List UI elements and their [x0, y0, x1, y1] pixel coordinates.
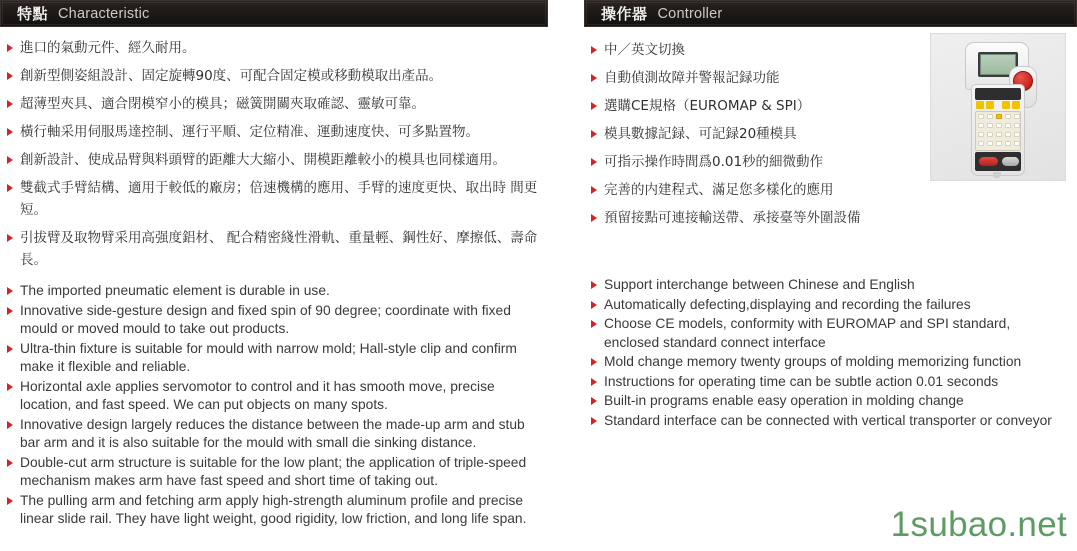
list-item: Standard interface can be connected with vertical transporter or conveyor [590, 412, 1064, 431]
list-item: Mold change memory twenty groups of molding memorizing function [590, 353, 1064, 372]
list-item: Double-cut arm structure is suitable for the low plant; the application of triple-speed mechanism makes arm have fast speed and short time of taking out. [6, 454, 545, 491]
characteristic-english-list [6, 282, 545, 529]
keypad-key [1005, 141, 1011, 146]
keypad-key [978, 114, 984, 119]
section-header-controller-cn: 操作器 [601, 5, 648, 23]
keypad-key [987, 141, 993, 146]
controller-chinese-block [584, 32, 910, 229]
list-item: 進口的氣動元件、經久耐用。 [6, 37, 560, 59]
list-item: 橫行軸采用伺服馬達控制、運行平順、定位精准、運動速度快、可多點置物。 [6, 121, 560, 143]
list-item: Ultra-thin fixture is suitable for mould with narrow mold; Hall-style clip and confirm make it flexible and reliable. [6, 340, 545, 377]
list-item: The imported pneumatic element is durable in use. [6, 282, 545, 301]
keypad-yellow-key [1002, 101, 1010, 109]
list-item: 超薄型夾具、適合閉模窄小的模具；磁簧開關夾取確認、靈敏可靠。 [6, 93, 560, 115]
keypad-key [996, 132, 1002, 137]
section-header-characteristic-en: Characteristic [58, 5, 150, 22]
list-item: Built-in programs enable easy operation in molding change [590, 392, 1064, 411]
keypad-key [1014, 123, 1020, 128]
controller-english-list [590, 276, 1064, 430]
list-item: Automatically defecting,displaying and recording the failures [590, 296, 1064, 315]
section-header-characteristic-cn: 特點 [17, 5, 49, 23]
handheld-pendant-icon [961, 40, 1035, 176]
keypad-yellow-key [1012, 101, 1020, 109]
site-watermark: 1subao.net [890, 505, 1067, 544]
keypad-key [987, 114, 993, 119]
list-item: 創新設計、使成品臂與料頭臂的距離大大縮小、開模距離較小的模具也同樣適用。 [6, 149, 560, 171]
list-item: 創新型側姿組設計、固定旋轉90度、可配合固定模或移動模取出產品。 [6, 65, 560, 87]
keypad-key [1005, 132, 1011, 137]
list-item: 可指示操作時間爲0.01秒的細微動作 [590, 151, 910, 173]
keypad-key [1014, 114, 1020, 119]
pendant-keypad-body [971, 84, 1025, 176]
keypad-key [1005, 114, 1011, 119]
keypad-key [978, 141, 984, 146]
keypad-key [987, 123, 993, 128]
characteristic-chinese-list [6, 37, 560, 271]
characteristic-column [0, 32, 560, 277]
keypad-key [1014, 132, 1020, 137]
keypad-key [996, 123, 1002, 128]
keypad-key [987, 132, 993, 137]
keypad-function-row [975, 88, 1021, 100]
keypad-key [996, 141, 1002, 146]
keypad-key [1014, 141, 1020, 146]
list-item: 中／英文切換 [590, 39, 910, 61]
keypad-yellow-key [976, 101, 984, 109]
pendant-cable [993, 172, 1001, 178]
keypad-key [1005, 123, 1011, 128]
stop-button [979, 157, 998, 166]
list-item: Innovative side-gesture design and fixed spin of 90 degree; coordinate with fixed mould or moved mould to take out products. [6, 302, 545, 339]
keypad-key [978, 123, 984, 128]
section-header-characteristic [0, 0, 548, 27]
list-item: 雙截式手臂結構、適用于較低的廠房；倍速機構的應用、手臂的速度更快、取出時 間更短。 [6, 177, 560, 221]
keypad-yellow-row [975, 101, 1021, 109]
list-item: 模具數據記録、可記録20種模具 [590, 123, 910, 145]
controller-english-block [584, 276, 1064, 431]
start-button [1002, 157, 1019, 166]
keypad-yellow-key [986, 101, 994, 109]
keypad-main-grid [975, 111, 1021, 151]
keypad-key [996, 114, 1002, 119]
list-item: 選購CE規格（EUROMAP & SPI） [590, 95, 910, 117]
list-item: Choose CE models, conformity with EUROMAP and SPI standard, enclosed standard connect interface [590, 315, 1064, 352]
list-item: Horizontal axle applies servomotor to control and it has smooth move, precise location, and fast speed. We can put objects on many spots. [6, 378, 545, 415]
list-item: 預留接點可連接輸送帶、承接臺等外圍設備 [590, 207, 910, 229]
characteristic-chinese-block [0, 32, 560, 271]
controller-chinese-list [590, 39, 910, 229]
section-header-controller [584, 0, 1077, 27]
characteristic-english-block [0, 276, 545, 530]
list-item: Innovative design largely reduces the distance between the made-up arm and stub bar arm and it is also suitable for the mould with small die sinking distance. [6, 416, 545, 453]
list-item: 完善的内建程式、滿足您多樣化的應用 [590, 179, 910, 201]
list-item: The pulling arm and fetching arm apply high-strength aluminum profile and precise linear slide rail. They have light weight, good rigidity, low friction, and long life span. [6, 492, 545, 529]
controller-product-photo [930, 33, 1066, 181]
list-item: Instructions for operating time can be subtle action 0.01 seconds [590, 373, 1064, 392]
list-item: Support interchange between Chinese and English [590, 276, 1064, 295]
keypad-key [978, 132, 984, 137]
keypad-bottom-row [975, 152, 1021, 171]
list-item: 自動偵測故障并警報記録功能 [590, 67, 910, 89]
section-header-controller-en: Controller [657, 5, 723, 22]
list-item: 引拔臂及取物臂采用高强度鋁材、 配合精密綫性滑軌、重量輕、鋼性好、摩擦低、壽命長。 [6, 227, 560, 271]
